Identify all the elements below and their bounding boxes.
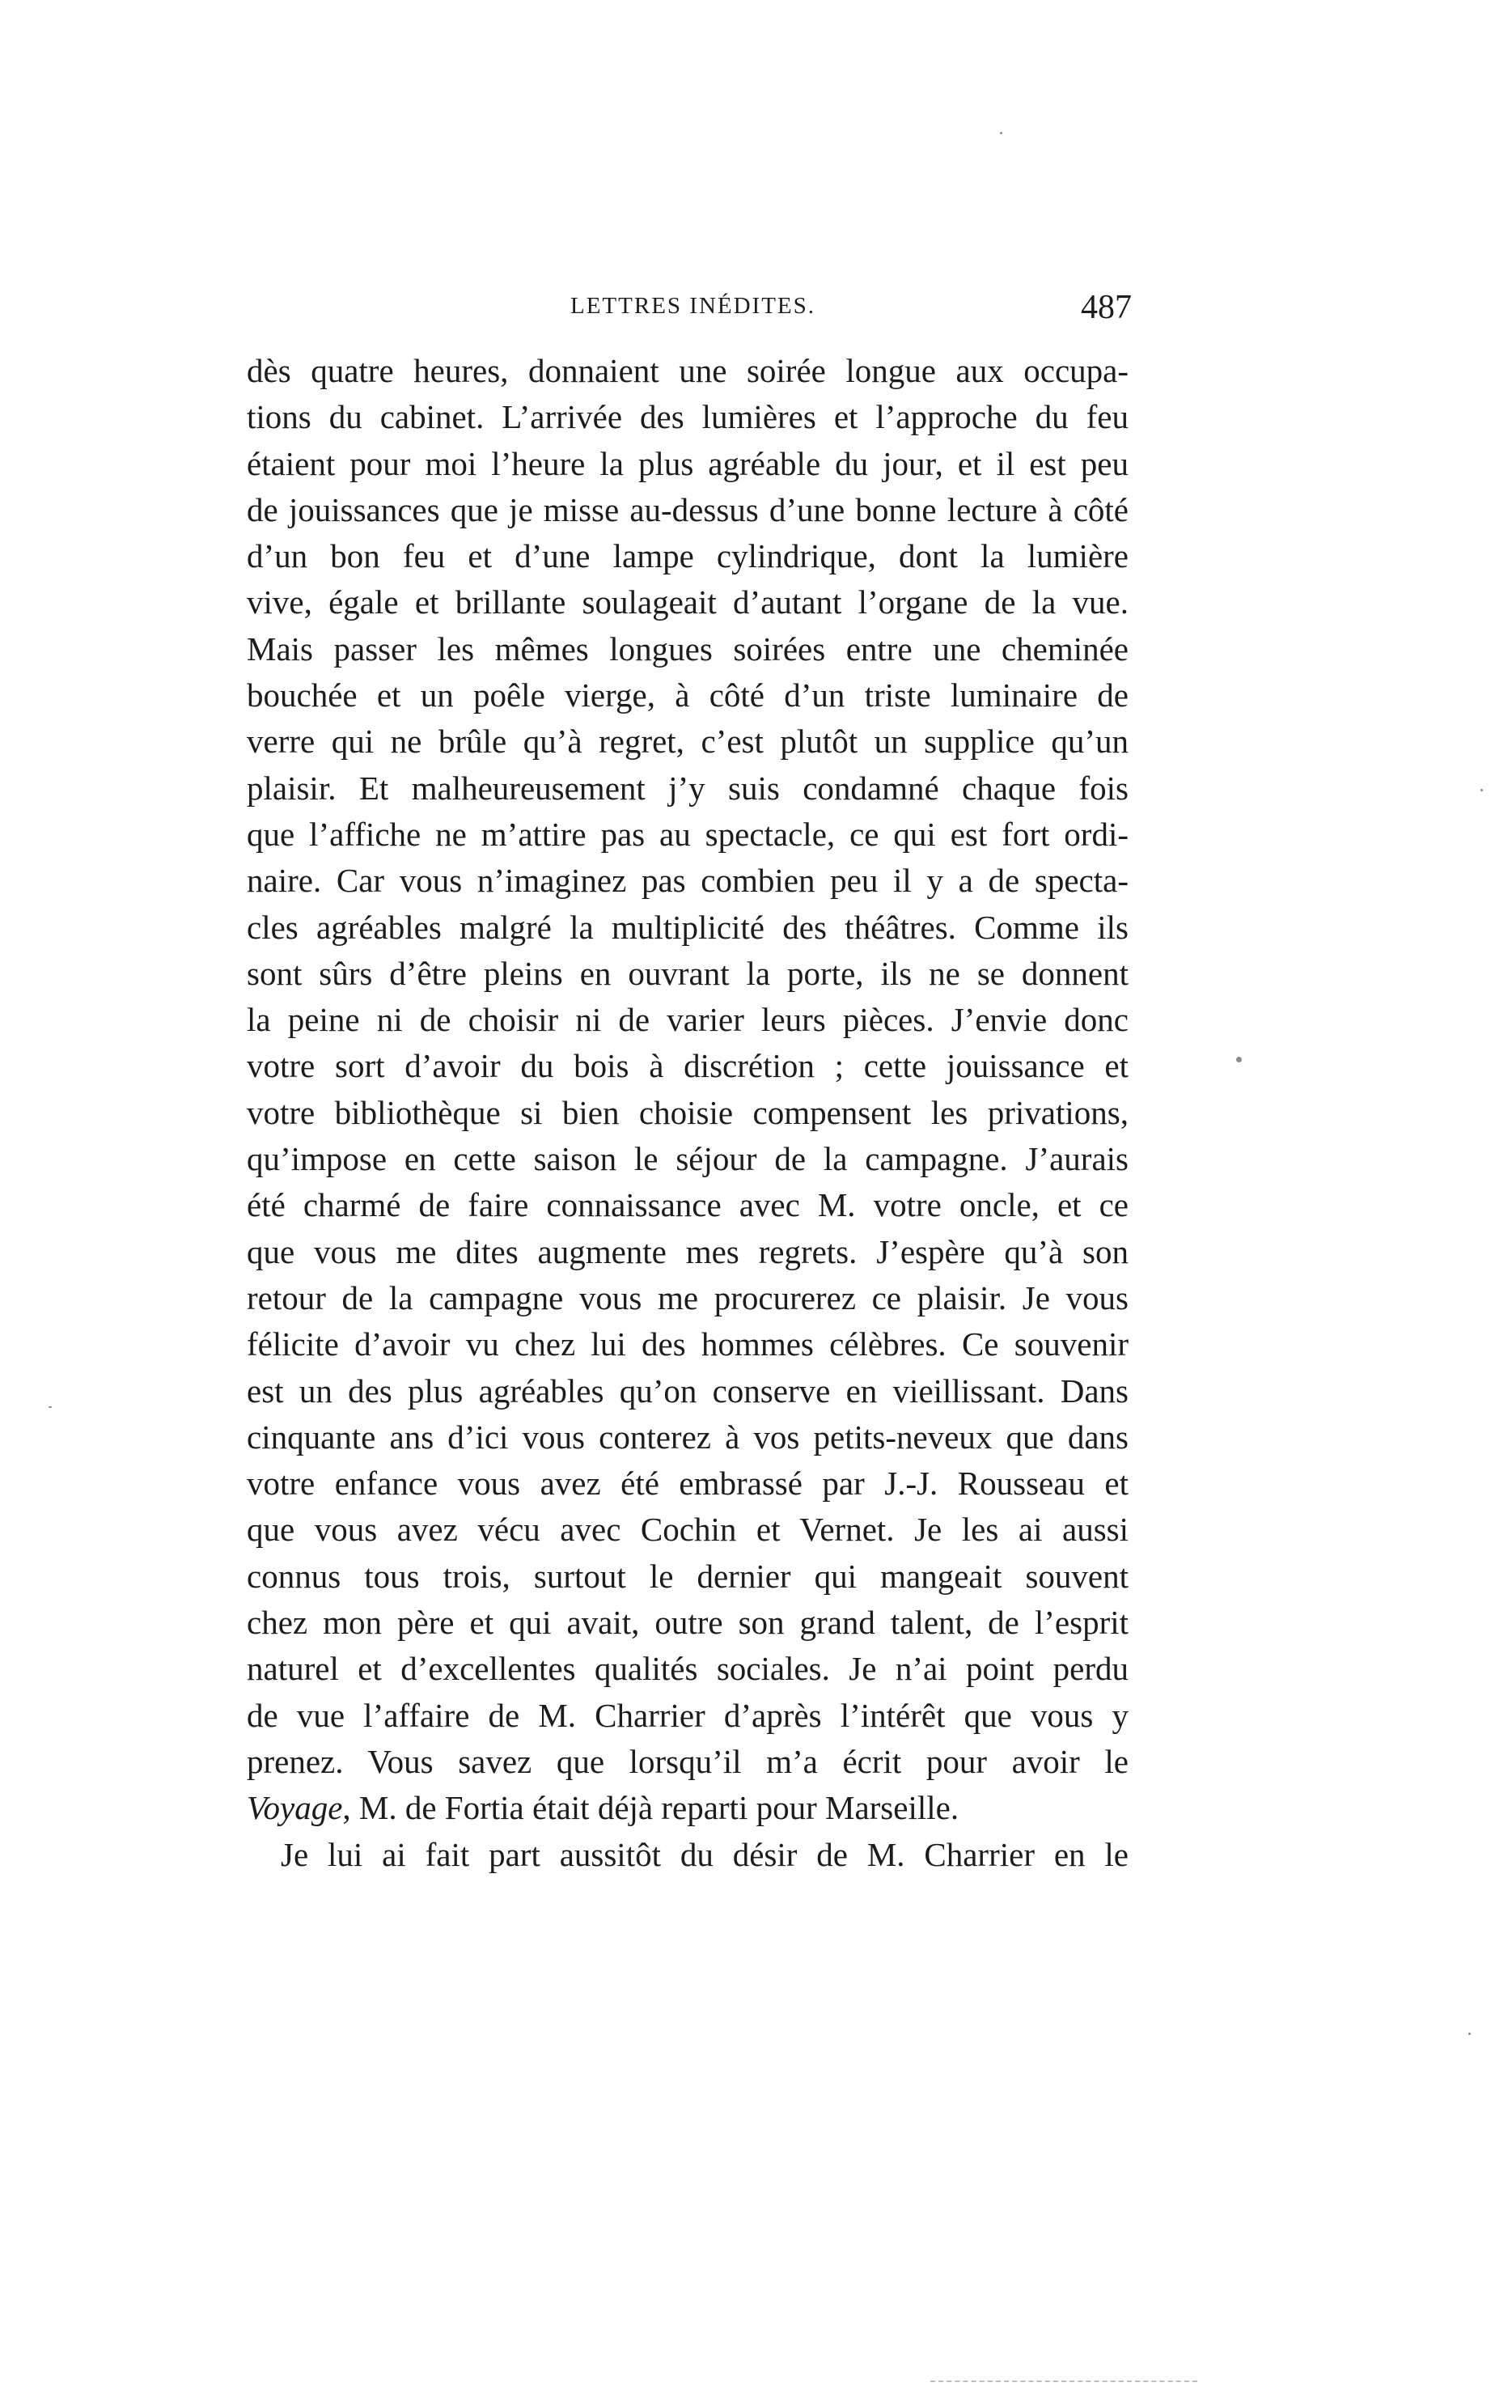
bottom-scan-rule bbox=[930, 2380, 1197, 2382]
text-line: été charmé de faire connaissance avec M. votre oncle, et ce bbox=[247, 1186, 1129, 1224]
ink-speck bbox=[49, 1406, 52, 1408]
text-line: bouchée et un poêle vierge, à côté d’un triste luminaire de bbox=[247, 676, 1129, 714]
text-line: Mais passer les mêmes longues soirées entre une cheminée bbox=[247, 630, 1129, 668]
text-line: verre qui ne brûle qu’à regret, c’est plutôt un supplice qu’un bbox=[247, 723, 1129, 761]
text-line: que vous avez vécu avec Cochin et Vernet. Je les ai aussi bbox=[247, 1511, 1129, 1549]
ink-speck bbox=[1000, 132, 1002, 134]
text-line: que vous me dites augmente mes regrets. J’espère qu’à son bbox=[247, 1232, 1129, 1270]
letter-text bbox=[247, 348, 1129, 1878]
page-number: 487 bbox=[1081, 289, 1132, 326]
text-line-rest: , M. de Fortia était déjà reparti pour Marseille. bbox=[342, 1789, 959, 1827]
text-line: naire. Car vous n’imaginez pas combien peu il y a de specta- bbox=[247, 862, 1129, 900]
text-line-with-italic-title bbox=[247, 1785, 1129, 1831]
text-line: de jouissances que je misse au-dessus d’une bonne lecture à côté bbox=[247, 490, 1129, 528]
text-line: de vue l’affaire de M. Charrier d’après l’intérêt que vous y bbox=[247, 1696, 1129, 1734]
text-line: retour de la campagne vous me procurerez ce plaisir. Je vous bbox=[247, 1278, 1129, 1316]
text-line: dès quatre heures, donnaient une soirée longue aux occupa- bbox=[247, 352, 1129, 389]
text-line: connus tous trois, surtout le dernier qui mangeait souvent bbox=[247, 1557, 1129, 1595]
text-line: chez mon père et qui avait, outre son grand talent, de l’esprit bbox=[247, 1604, 1129, 1642]
text-line: la peine ni de choisir ni de varier leurs pièces. J’envie donc bbox=[247, 1001, 1129, 1039]
text-line: votre sort d’avoir du bois à discrétion ; cette jouissance et bbox=[247, 1047, 1129, 1085]
ink-speck bbox=[1468, 2033, 1471, 2035]
text-line: d’un bon feu et d’une lampe cylindrique, dont la lumière bbox=[247, 537, 1129, 575]
text-line: étaient pour moi l’heure la plus agréable du jour, et il est peu bbox=[247, 444, 1129, 482]
text-line: vive, égale et brillante soulageait d’autant l’organe de la vue. bbox=[247, 583, 1129, 621]
italic-book-title: Voyage bbox=[247, 1789, 343, 1827]
text-line: votre bibliothèque si bien choisie compensent les privations, bbox=[247, 1093, 1129, 1131]
text-line: félicite d’avoir vu chez lui des hommes célèbres. Ce souvenir bbox=[247, 1325, 1129, 1363]
text-line: cles agréables malgré la multiplicité des théâtres. Comme ils bbox=[247, 908, 1129, 946]
running-title: LETTRES INÉDITES. bbox=[570, 293, 816, 319]
paragraph-start-line: Je lui ai fait part aussitôt du désir de M. Charrier en le bbox=[281, 1835, 1129, 1873]
text-line: qu’impose en cette saison le séjour de la campagne. J’aurais bbox=[247, 1140, 1129, 1178]
text-line: tions du cabinet. L’arrivée des lumières et l’approche du feu bbox=[247, 398, 1129, 436]
ink-speck bbox=[1480, 789, 1483, 791]
text-line: que l’affiche ne m’attire pas au spectacle, ce qui est fort ordi- bbox=[247, 815, 1129, 853]
text-line: plaisir. Et malheureusement j’y suis condamné chaque fois bbox=[247, 769, 1129, 807]
text-line: prenez. Vous savez que lorsqu’il m’a écrit pour avoir le bbox=[247, 1742, 1129, 1780]
text-line: cinquante ans d’ici vous conterez à vos petits-neveux que dans bbox=[247, 1418, 1129, 1456]
text-line: est un des plus agréables qu’on conserve en vieillissant. Dans bbox=[247, 1371, 1129, 1410]
ink-speck bbox=[1236, 1057, 1242, 1062]
text-line: sont sûrs d’être pleins en ouvrant la porte, ils ne se donnent bbox=[247, 954, 1129, 992]
text-line: votre enfance vous avez été embrassé par J.-J. Rousseau et bbox=[247, 1465, 1129, 1503]
text-line: naturel et d’excellentes qualités sociales. Je n’ai point perdu bbox=[247, 1650, 1129, 1688]
